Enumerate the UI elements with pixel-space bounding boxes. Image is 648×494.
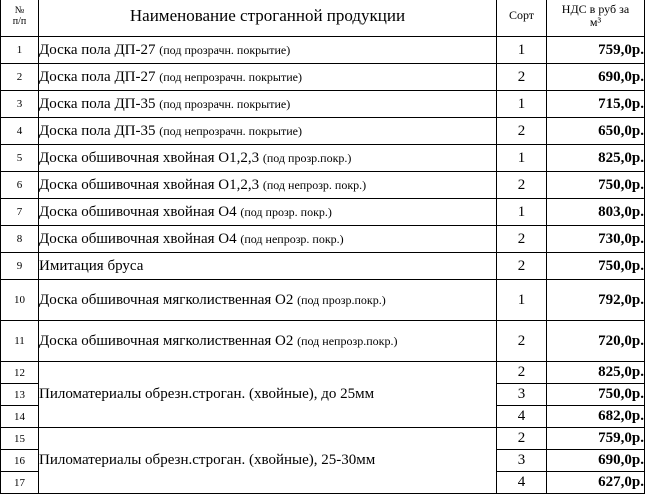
product-name-main: Доска обшивочная мягколиственная О2	[39, 291, 294, 308]
row-number: 3	[1, 91, 39, 118]
table-row	[1, 145, 645, 172]
product-name	[39, 226, 497, 253]
product-name-main: Доска пола ДП-27	[39, 68, 156, 85]
grade-value: 1	[497, 37, 547, 64]
product-name	[39, 91, 497, 118]
product-name	[39, 172, 497, 199]
grade-value: 2	[497, 253, 547, 280]
product-name-main: Доска обшивочная хвойная О4	[39, 203, 237, 220]
product-name-main: Доска обшивочная хвойная О1,2,3	[39, 149, 260, 166]
product-name-note: (под непрозр. покр.)	[240, 231, 344, 246]
product-name-note: (под непрозрачн. покрытие)	[159, 69, 302, 84]
row-number: 14	[1, 406, 39, 428]
header-name: Наименование строганной продукции	[39, 0, 497, 37]
product-name-main: Имитация бруса	[39, 257, 144, 274]
price-value: 750,0р.	[547, 172, 645, 199]
price-value: 825,0р.	[547, 362, 645, 384]
grade-value: 1	[497, 145, 547, 172]
row-number: 7	[1, 199, 39, 226]
product-name-main: Доска пола ДП-27	[39, 41, 156, 58]
grade-value: 2	[497, 172, 547, 199]
header-grade: Сорт	[497, 0, 547, 37]
header-price-line1: НДС в руб за	[561, 1, 630, 16]
table-row	[1, 280, 645, 321]
row-number: 10	[1, 280, 39, 321]
grade-value: 2	[497, 226, 547, 253]
row-number: 8	[1, 226, 39, 253]
price-value: 750,0р.	[547, 253, 645, 280]
table-row	[1, 226, 645, 253]
row-number: 6	[1, 172, 39, 199]
row-number: 11	[1, 321, 39, 362]
row-number: 9	[1, 253, 39, 280]
row-number: 16	[1, 450, 39, 472]
row-number: 2	[1, 64, 39, 91]
row-number: 15	[1, 428, 39, 450]
product-name	[39, 199, 497, 226]
grade-value: 2	[497, 118, 547, 145]
row-number: 5	[1, 145, 39, 172]
table-row	[1, 362, 645, 384]
grade-value: 1	[497, 280, 547, 321]
price-value: 730,0р.	[547, 226, 645, 253]
table-row	[1, 172, 645, 199]
grade-value: 4	[497, 472, 547, 494]
product-name-note: (под прозр.покр.)	[297, 292, 386, 307]
table-row	[1, 91, 645, 118]
grade-value: 1	[497, 91, 547, 118]
product-name-note: (под прозрачн. покрытие)	[159, 42, 291, 57]
row-number: 1	[1, 37, 39, 64]
header-row	[1, 0, 645, 37]
table-row	[1, 64, 645, 91]
price-value: 715,0р.	[547, 91, 645, 118]
product-name-note: (под прозр.покр.)	[262, 150, 352, 165]
grade-value: 2	[497, 428, 547, 450]
grade-value: 2	[497, 64, 547, 91]
price-value: 759,0р.	[547, 428, 645, 450]
grade-value: 2	[497, 362, 547, 384]
product-name-main: Доска пола ДП-35	[39, 122, 156, 139]
product-name-note: (под прозр. покр.)	[240, 204, 332, 219]
product-name: Пиломатериалы обрезн.строган. (хвойные), до 25мм	[39, 362, 497, 428]
price-value: 682,0р.	[547, 406, 645, 428]
row-number: 17	[1, 472, 39, 494]
table-row	[1, 199, 645, 226]
row-number: 4	[1, 118, 39, 145]
product-name: Пиломатериалы обрезн.строган. (хвойные), 25-30мм	[39, 428, 497, 494]
table-row	[1, 428, 645, 450]
row-number: 13	[1, 384, 39, 406]
table-row	[1, 321, 645, 362]
header-price-line2: м³	[589, 14, 602, 29]
header-num-line1: №	[14, 4, 25, 16]
header-price	[547, 0, 645, 37]
price-value: 690,0р.	[547, 64, 645, 91]
product-name-note: (под непрозрачн. покрытие)	[159, 123, 302, 138]
product-name-main: Доска обшивочная хвойная О1,2,3	[39, 176, 260, 193]
table-row	[1, 253, 645, 280]
product-name-note: (под непрозр. покр.)	[262, 177, 367, 192]
product-name	[39, 37, 497, 64]
product-name	[39, 253, 497, 280]
product-name	[39, 280, 497, 321]
price-value: 690,0р.	[547, 450, 645, 472]
price-value: 792,0р.	[547, 280, 645, 321]
price-value: 825,0р.	[547, 145, 645, 172]
product-name-main: Доска обшивочная хвойная О4	[39, 230, 237, 247]
table-row	[1, 118, 645, 145]
product-name-note: (под непрозр.покр.)	[297, 333, 398, 348]
product-name	[39, 118, 497, 145]
product-name-note: (под прозрачн. покрытие)	[159, 96, 291, 111]
price-value: 650,0р.	[547, 118, 645, 145]
table-row	[1, 37, 645, 64]
price-value: 759,0р.	[547, 37, 645, 64]
price-value: 750,0р.	[547, 384, 645, 406]
price-value: 627,0р.	[547, 472, 645, 494]
row-number: 12	[1, 362, 39, 384]
price-value: 720,0р.	[547, 321, 645, 362]
grade-value: 3	[497, 450, 547, 472]
grade-value: 2	[497, 321, 547, 362]
product-name-main: Доска обшивочная мягколиственная О2	[39, 332, 294, 349]
product-name	[39, 321, 497, 362]
product-name	[39, 145, 497, 172]
price-value: 803,0р.	[547, 199, 645, 226]
header-num	[1, 0, 39, 37]
grade-value: 1	[497, 199, 547, 226]
product-name-main: Доска пола ДП-35	[39, 95, 156, 112]
grade-value: 4	[497, 406, 547, 428]
header-num-line2: п/п	[12, 15, 27, 27]
product-name	[39, 64, 497, 91]
grade-value: 3	[497, 384, 547, 406]
